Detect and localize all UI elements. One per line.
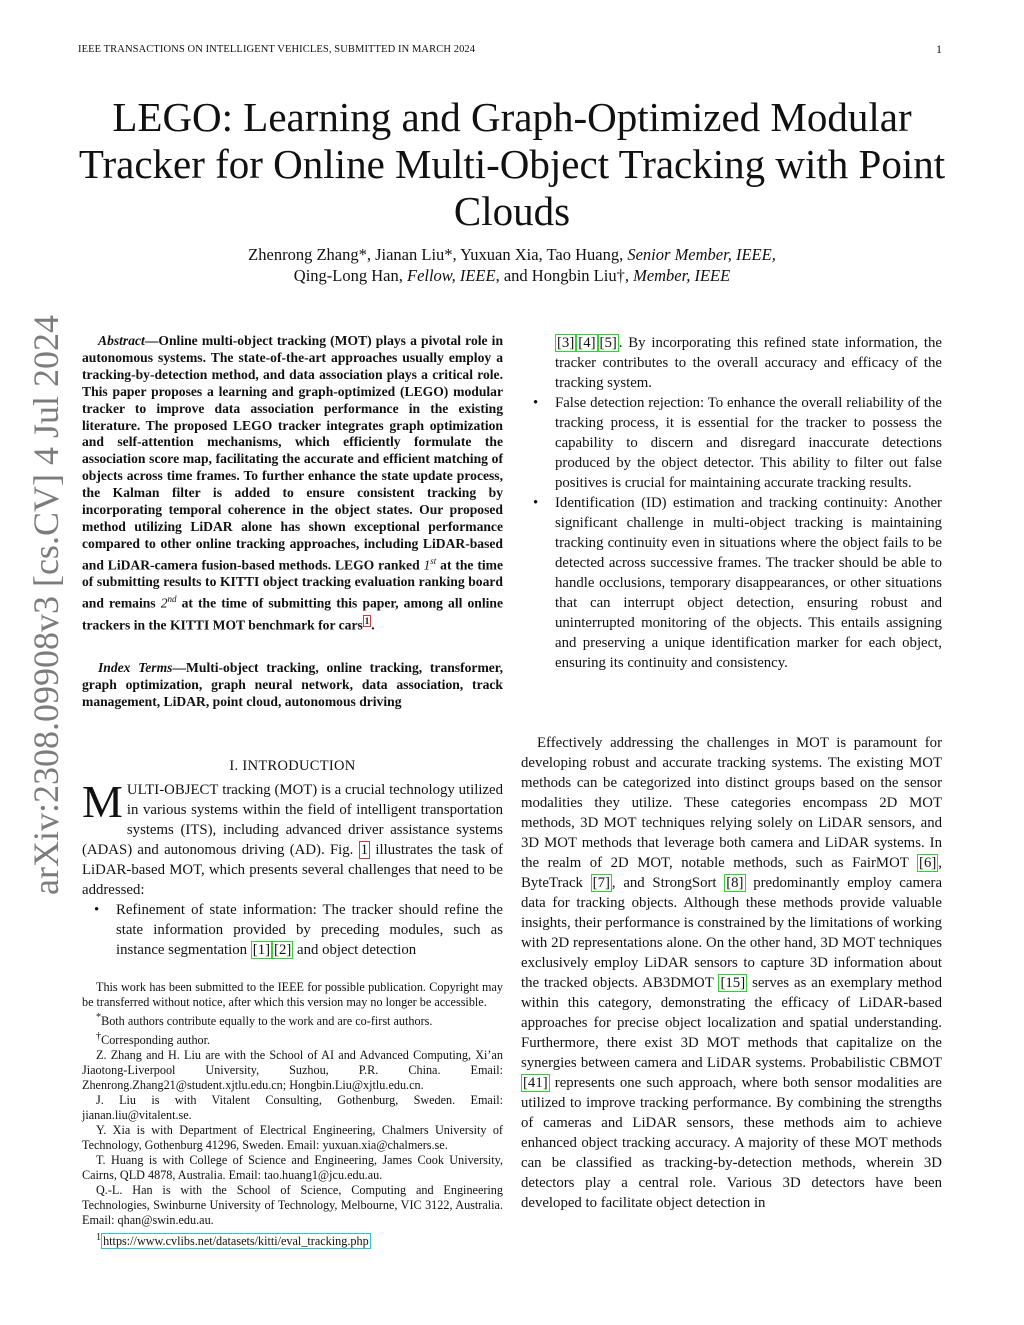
- footnote-submission: This work has been submitted to the IEEE for possible publication. Copyright may be transferred without notice, after which this version may no longer be accessible.: [82, 980, 503, 1009]
- running-header: IEEE TRANSACTIONS ON INTELLIGENT VEHICLES, SUBMITTED IN MARCH 2024: [78, 44, 476, 55]
- bullet-1-text-end: and object detection: [293, 942, 417, 958]
- list-item: • False detection rejection: To enhance the overall reliability of the tracking process, it is essential for the tracker to possess the capability to discern and disregard inaccurate detections produced by the object detector. This ability to filter out false positives is crucial for maintaining accurate tracking results.: [555, 393, 942, 493]
- right-column-paragraph: [521, 733, 942, 1213]
- author-line-1: [80, 244, 944, 265]
- citation-3[interactable]: [3]: [557, 335, 575, 351]
- challenge-list: [82, 900, 503, 960]
- figure-link-1[interactable]: 1: [360, 842, 369, 858]
- abstract-end: .: [371, 617, 375, 633]
- index-terms: [82, 660, 503, 711]
- url-footnote-mark: 1: [96, 1232, 102, 1244]
- para-text-c: , and StrongSort: [611, 875, 725, 891]
- para-text-b: , ByteTrack: [521, 855, 942, 891]
- rank-second: 2: [160, 595, 168, 611]
- kitti-url-link[interactable]: https://www.cvlibs.net/datasets/kitti/eval_tracking.php: [103, 1234, 369, 1249]
- author-line-2: [80, 265, 944, 286]
- footnotes: [82, 980, 503, 1249]
- bullet-1-continued-text: . By incorporating this refined state information, the tracker contributes to the overall accuracy and efficacy of the tracking system.: [555, 335, 942, 391]
- intro-text-2: illustrates the task of LiDAR-based MOT, which presents several challenges that need to be addressed:: [82, 842, 503, 898]
- intro-lead: ULTI-OBJECT: [126, 782, 219, 798]
- page-number: 1: [936, 42, 942, 56]
- abstract-text-1: —Online multi-object tracking (MOT) plays a pivotal role in autonomous systems. The state-of-the-art approaches usually employ a tracking-by-detection method, and data association plays a critical role. This paper proposes a learning and graph-optimized (LEGO) modular tracker to improve data association performance in the existing literature. The proposed LEGO tracker integrates graph optimization and self-attention mechanisms, which efficiently formulate the association score map, facilitating the accurate and efficient matching of objects across time frames. To further enhance the state update process, the Kalman filter is added to ensure consistent tracking by incorporating temporal coherence in the object states. Our proposed method utilizing LiDAR alone has shown exceptional performance compared to other online tracking approaches, including LiDAR-based and LiDAR-camera fusion-based methods. LEGO ranked: [82, 333, 503, 573]
- para-text-d: predominantly employ camera data for tracking objects. Although these methods provide valuable insights, their performance is constrained by the limitations of working with 2D representations alone. On the other hand, 3D MOT techniques exclusively employ LiDAR sensors to capture 3D information about the tracked objects. AB3DMOT: [521, 875, 943, 991]
- citation-2[interactable]: [2]: [274, 942, 292, 958]
- drop-cap: M: [82, 776, 123, 827]
- list-item: [116, 900, 503, 960]
- affiliation-huang: T. Huang is with College of Science and Engineering, James Cook University, Cairns, QLD 4878, Australia. Email: tao.huang1@jcu.edu.au.: [82, 1153, 503, 1183]
- citation-7[interactable]: [7]: [592, 875, 610, 891]
- author-name-han: Qing-Long Han,: [293, 266, 403, 285]
- affiliation-xia: Y. Xia is with Department of Electrical Engineering, Chalmers University of Technology, Gothenburg 41296, Sweden. Email: yuxuan.xia@chalmers.se.: [82, 1123, 503, 1153]
- author-block: [80, 244, 944, 286]
- corresponding-mark: †: [96, 1031, 102, 1043]
- para-text-e: serves as an exemplary method within this category, demonstrating the efficacy of LiDAR-based approaches for precise object localization and spatial understanding. Furthermore, there exist 3D MOT methods that capitalize on the synergies between camera and LiDAR systems. Probabilistic CBMOT: [521, 975, 942, 1071]
- author-role-liu: Member, IEEE: [633, 266, 731, 285]
- list-item-continued: [555, 333, 942, 393]
- bullet-1-text: Refinement of state information: The tracker should refine the state information provided by preceding modules, such as instance segmentation: [116, 902, 503, 958]
- section-first-letter: I: [242, 758, 248, 774]
- affiliation-han: Q.-L. Han is with the School of Science, Computing and Engineering Technologies, Swinburne University of Technology, Melbourne, VIC 3122, Australia. Email: qhan@swin.edu.au.: [82, 1183, 503, 1228]
- author-name-liu: , and Hongbin Liu†,: [495, 266, 629, 285]
- citation-1[interactable]: [1]: [252, 942, 271, 958]
- author-names-1: Zhenrong Zhang*, Jianan Liu*, Yuxuan Xia, Tao Huang,: [248, 245, 624, 264]
- para-text-f: represents one such approach, where both sensor modalities are utilized to improve tracking performance. By combining the strengths of cameras and LiDAR sensors, these methods aim to achieve enhanced object tracking accuracy. A majority of these MOT methods can be classified as tracking-by-detection methods, wherein 3D detectors play a central role. Various 3D detectors have been developed to facilitate object detection in: [521, 1075, 942, 1211]
- paper-title: LEGO: Learning and Graph-Optimized Modular Tracker for Online Multi-Object Tracking with Point Clouds: [78, 94, 946, 234]
- abstract: [82, 333, 503, 634]
- rank-second-sup: nd: [167, 594, 177, 605]
- footnote-link-1[interactable]: 1: [364, 615, 370, 626]
- citation-4[interactable]: [4]: [578, 335, 596, 351]
- intro-text-1: tracking (MOT) is a crucial technology utilized in various systems within the field of intelligent transportation systems (ITS), including advanced driver assistance systems (ADAS) and autonomous driving (AD). Fig.: [82, 782, 503, 858]
- citation-6[interactable]: [6]: [919, 855, 937, 871]
- list-item: • Identification (ID) estimation and tracking continuity: Another significant challenge in multi-object tracking is maintaining tracking continuity even in situations where the object fails to be detected across successive frames. The tracker should be able to handle occlusions, temporary disappearances, or other situations that can interrupt object detection, ensuring robust and uninterrupted monitoring of the objects. This entails assigning and preserving a unique identification marker for each object, ensuring its continuity and consistency.: [555, 493, 942, 673]
- footnote-corresponding: Corresponding author.: [101, 1033, 211, 1048]
- introduction-body: [82, 776, 503, 960]
- citation-41[interactable]: [41]: [523, 1075, 548, 1091]
- section-heading-introduction: [82, 758, 503, 775]
- citation-5[interactable]: [5]: [599, 335, 617, 351]
- arxiv-stamp[interactable]: arXiv:2308.09908v3 [cs.CV] 4 Jul 2024: [26, 315, 66, 895]
- citation-8[interactable]: [8]: [726, 875, 744, 891]
- challenge-bullets: [521, 393, 942, 673]
- section-title-rest: NTRODUCTION: [247, 758, 356, 774]
- author-role-han: Fellow, IEEE: [406, 266, 496, 285]
- abstract-text-3: at the time of submitting this paper, among all online trackers in the KITTI MOT benchmark for cars: [82, 595, 503, 633]
- para-text-a: Effectively addressing the challenges in MOT is paramount for developing robust and accurate tracking systems. The existing MOT methods can be categorized into distinct groups based on the sensor modalities they utilize. These categories encompass 2D MOT methods, 3D MOT techniques relying solely on LiDAR sensors, and 3D MOT methods that leverage both camera and LiDAR systems. In the realm of 2D MOT, notable methods, such as FairMOT: [521, 735, 942, 871]
- section-numeral: I.: [229, 758, 239, 774]
- affiliation-zhang-liu: Z. Zhang and H. Liu are with the School of AI and Advanced Computing, Xi’an Jiaotong-Liverpool University, Suzhou, P.R. China. Email: Zhenrong.Zhang21@student.xjtlu.edu.cn; Hongbin.Liu@xjtlu.edu.cn.: [82, 1048, 503, 1093]
- equal-contribution-mark: *: [96, 1012, 102, 1023]
- rank-first: 1: [423, 557, 431, 573]
- footnote-equal: Both authors contribute equally to the work and are co-first authors.: [101, 1014, 433, 1029]
- abstract-label: Abstract: [98, 333, 145, 348]
- index-terms-text: —Multi-object tracking, online tracking, transformer, graph optimization, graph neural network, data association, track management, LiDAR, point cloud, autonomous driving: [82, 660, 503, 709]
- index-terms-label: Index Terms: [98, 660, 173, 675]
- citation-15[interactable]: [15]: [720, 975, 746, 991]
- author-role-1: Senior Member, IEEE,: [627, 245, 776, 264]
- challenge-list-continued: [521, 333, 942, 393]
- rank-first-sup: st: [430, 555, 437, 566]
- abstract-text-2: at the time of submitting results to KITTI object tracking evaluation ranking board and remains: [82, 557, 503, 611]
- affiliation-jliu: J. Liu is with Vitalent Consulting, Gothenburg, Sweden. Email: jianan.liu@vitalent.se.: [82, 1093, 503, 1123]
- right-column-list: [521, 333, 942, 673]
